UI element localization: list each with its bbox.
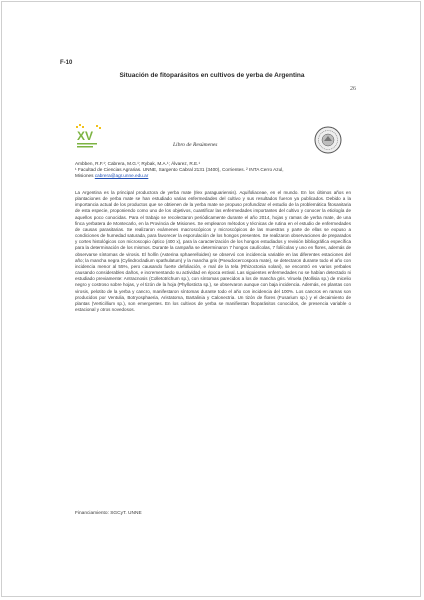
authors-block [75, 161, 365, 180]
funding-note: Financiamiento: SGCyT. UNNE [75, 511, 142, 516]
contact-label: Misiones [75, 173, 94, 179]
affiliation-line: ¹ Facultad de Ciencias Agrarias. UNNE, Sargento Cabral 2131 (3400), Corrientes. ² INTA Cerro Azul, [75, 167, 284, 173]
logo-text: XV [77, 129, 94, 143]
contact-email[interactable]: cabrera@agr.unne.edu.ar [94, 173, 149, 179]
university-seal [314, 126, 342, 154]
authors-line: Ambben, R.F.¹; Cabrera, M.G.¹; Rybak, M.A.¹; Álvarez, R.E.¹ [75, 161, 201, 166]
congress-logo [76, 124, 104, 150]
abstract-body: La Argentina es la principal productora de yerba mate (Ilex paraguariensis). Aquifoliaceae, en el mundo. En los últimos años en plantaciones de yerba mate se han estudiado varias enfermedades del cultivo y sus resultados fueron ya publicados. Debido a la importancia actual de los productos que se obtienen de la yerba mate se propuso profundizar el estudio de la problemática fitosanitaria de esta especie, proponiendo como uno de los objetivos, cuantificar las enfermedades importantes del cultivo y conocer la etiología de aquellos poco conocidas. Para el trabajo se recolectaron periódicamente durante el año 2014, hojas y ramas de yerba mate, de una finca yerbatera de Montecarlo, en la Provincia de Misiones. Se emplearon métodos y técnicas de rutina en el estudio de enfermedades de causas parasitarias. Se realizaron exámenes macroscópicos y microscópicos de las muestras y parte de ellas se expuso a condiciones de humedad saturada, para favorecer la esporulación de los hongos presentes. Se realizaron observaciones de preparados y cortes histológicos con microscopio óptico (400 x), para la caracterización de los hongos estudiados y revisión bibliográfica específica para la determinación de los mismos. Durante la campaña se determinaron 7 hongos caulícolas, 7 foliícolas y uno en flores, además de observarse síntomas de virosis. El hollín (Asterina sphaerelloides) se observó con incidencia variable en las diferentes estaciones del año; la mancha negra (Cylindrocladium spathulatum) y la mancha gris (Pseudocercospora mate), se detectaron durante todo el año con incidencia menor al 55%, pero causando fuerte defoliación, e mal de la tela (Rhizoctonia solani), se encontró en varios yerbales causando considerables daños, e incrementando su actividad en época estival. Las siguientes enfermedades no se habían detectado ni estudiado previamente: Antracnosis (Colletotrichum sp.), con síntomas parecidos a los de mancha gris. Viruela (Mollisia sp.) de micelio negro y costroso sobre hojas, y el tizón de la hoja (Phyllosticta sp.), se observaron aunque con baja incidencia. Además, en plantas con virosis, pelotito de la yerba y cancro, manifestaron síntomas durante todo el año con incidencia del 100%. Los cancros en ramas son producidos por Ventulia, Botryosphaeria, Aristatoma, Bartalinia y Calonectria. Un tizón de flores (Fusarium sp.) y el decaimiento de plantas (Verticillium sp.), son emergentes. En los cultivos de yerba se manifiestan fitoparásitos conocidos, de presencia variable o estacional y otros novedosos. [75, 190, 351, 312]
abstract-title: Situación de fitoparásitos en cultivos de yerba de Argentina [119, 72, 305, 79]
contact-line [75, 173, 365, 179]
page-number: 26 [350, 86, 356, 92]
abstract-code: F-10 [60, 60, 73, 66]
book-label: Libro de Resúmenes [173, 142, 218, 148]
